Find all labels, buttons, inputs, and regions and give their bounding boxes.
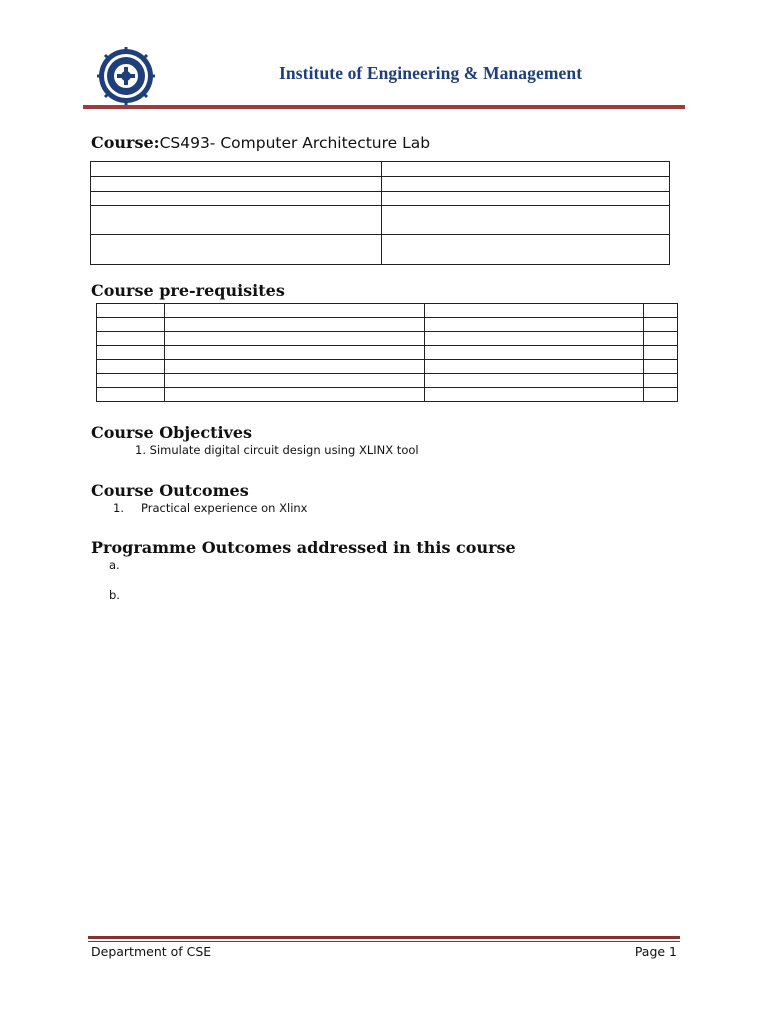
objective-item	[135, 443, 419, 457]
table-cell	[382, 206, 670, 235]
table-cell	[165, 374, 425, 388]
programme-outcome-item	[109, 588, 120, 602]
table-cell	[97, 388, 165, 402]
table-cell	[644, 346, 678, 360]
outcomes-heading: Course Outcomes	[91, 481, 249, 500]
list-marker: 1.	[135, 443, 146, 457]
table-cell	[165, 346, 425, 360]
table-cell	[97, 346, 165, 360]
table-row	[97, 332, 678, 346]
table-cell	[425, 332, 644, 346]
table-cell	[97, 374, 165, 388]
course-value: CS493- Computer Architecture Lab	[159, 134, 431, 152]
programme-outcome-item	[109, 558, 120, 572]
table-cell	[91, 206, 382, 235]
table-cell	[165, 360, 425, 374]
institute-emblem-icon	[97, 47, 155, 105]
prerequisites-heading: Course pre-requisites	[91, 281, 285, 300]
table-cell	[97, 304, 165, 318]
course-label: Course:	[91, 133, 160, 152]
table-cell	[165, 332, 425, 346]
table-row	[91, 177, 670, 192]
table-cell	[644, 318, 678, 332]
table-cell	[91, 177, 382, 192]
table-cell	[425, 360, 644, 374]
table-cell	[425, 388, 644, 402]
table-row	[97, 318, 678, 332]
table-row	[91, 162, 670, 177]
footer-rule	[88, 936, 680, 939]
objectives-heading: Course Objectives	[91, 423, 253, 442]
table-cell	[165, 304, 425, 318]
course-info-table	[90, 161, 670, 265]
table-cell	[644, 360, 678, 374]
footer-department: Department of CSE	[91, 944, 212, 959]
table-cell	[165, 388, 425, 402]
table-cell	[644, 332, 678, 346]
table-cell	[425, 304, 644, 318]
table-cell	[97, 332, 165, 346]
table-cell	[382, 162, 670, 177]
table-row	[97, 388, 678, 402]
table-cell	[425, 318, 644, 332]
header-rule	[83, 105, 685, 109]
table-cell	[91, 162, 382, 177]
list-marker: 1.	[113, 501, 124, 515]
table-cell	[425, 374, 644, 388]
programme-outcomes-heading: Programme Outcomes addressed in this course	[91, 538, 516, 557]
table-cell	[165, 318, 425, 332]
outcome-item	[113, 501, 308, 515]
table-cell	[382, 192, 670, 206]
table-row	[91, 235, 670, 265]
table-cell	[382, 235, 670, 265]
institute-title: Institute of Engineering & Management	[279, 63, 583, 83]
table-row	[91, 206, 670, 235]
prerequisites-table	[96, 303, 678, 402]
table-cell	[382, 177, 670, 192]
course-line	[91, 133, 430, 152]
table-row	[97, 304, 678, 318]
table-cell	[91, 235, 382, 265]
table-row	[97, 374, 678, 388]
table-cell	[425, 346, 644, 360]
table-cell	[644, 304, 678, 318]
table-row	[91, 192, 670, 206]
list-item-text: Simulate digital circuit design using XLINX tool	[149, 443, 419, 457]
list-marker: a.	[109, 558, 120, 572]
table-cell	[644, 388, 678, 402]
footer-page-number: Page 1	[634, 944, 677, 959]
footer-rule-thin	[88, 941, 680, 942]
list-marker: b.	[109, 588, 120, 602]
table-row	[97, 360, 678, 374]
table-cell	[91, 192, 382, 206]
list-item-text: Practical experience on Xlinx	[141, 501, 308, 515]
table-cell	[644, 374, 678, 388]
table-cell	[97, 318, 165, 332]
table-row	[97, 346, 678, 360]
table-cell	[97, 360, 165, 374]
